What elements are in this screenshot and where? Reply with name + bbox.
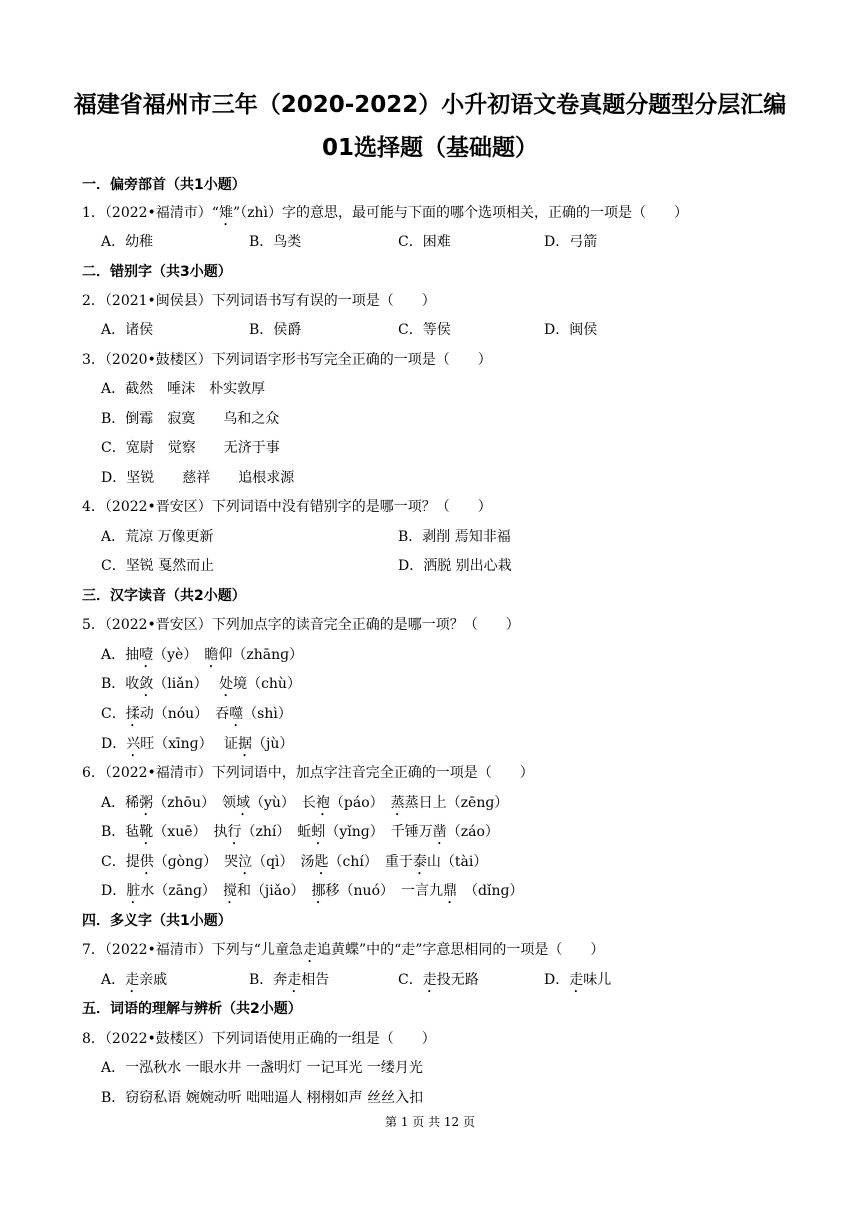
option-label: C． bbox=[101, 854, 126, 870]
option-label: D． bbox=[101, 883, 127, 899]
option-text: （páo） bbox=[329, 795, 391, 811]
option-b bbox=[101, 673, 301, 700]
section-heading: 一．偏旁部首（共1小题） bbox=[82, 177, 246, 193]
question-7-stem-post: 追黄蝶”中的“走”字意思相同的一项是（ ） bbox=[316, 942, 605, 958]
option-text: 重于 bbox=[384, 854, 413, 870]
option-label: D． bbox=[544, 972, 570, 988]
option-d: D．洒脱 别出心栽 bbox=[398, 558, 512, 574]
document-title: 福建省福州市三年（2020-2022）小升初语文卷真题分题型分层汇编 bbox=[73, 92, 787, 118]
question-1-key-char: 雉 bbox=[218, 205, 233, 221]
option-a bbox=[101, 969, 167, 996]
option-text: 投无路 bbox=[436, 972, 479, 988]
option-b: B．鸟类 bbox=[249, 234, 302, 250]
option-b: B．倒霉 寂寞 乌和之众 bbox=[101, 411, 280, 427]
option-text: 吞 bbox=[215, 706, 230, 722]
option-label: D． bbox=[101, 736, 127, 752]
option-text: 和（jiǎo） bbox=[236, 883, 312, 899]
option-text: 山（tài） bbox=[426, 854, 488, 870]
option-text: 证 bbox=[224, 736, 239, 752]
question-2-stem: 2．（2021•闽侯县）下列词语书写有误的一项是（ ） bbox=[82, 293, 436, 309]
option-text: 旺（xīnɡ） bbox=[140, 736, 225, 752]
emphasized-char: 粥 bbox=[139, 795, 154, 811]
emphasized-char: 匙 bbox=[314, 854, 329, 870]
option-text: 移（nuó） bbox=[325, 883, 401, 899]
question-7-options bbox=[0, 969, 860, 989]
option-text: （záo） bbox=[446, 824, 499, 840]
emphasized-char: 走 bbox=[422, 972, 437, 988]
option-text: （yù） bbox=[249, 795, 302, 811]
option-text: 奔 bbox=[273, 972, 288, 988]
option-text: （zhōu） bbox=[153, 795, 222, 811]
question-7-stem bbox=[82, 939, 604, 966]
option-text: （shì） bbox=[243, 706, 292, 722]
emphasized-char: 泰 bbox=[412, 854, 427, 870]
emphasized-char: 走 bbox=[125, 972, 140, 988]
option-a: A．幼稚 bbox=[101, 234, 154, 250]
question-3-stem: 3．（2020•鼓楼区）下列词语字形书写完全正确的一项是（ ） bbox=[82, 352, 492, 368]
emphasized-char: 凿 bbox=[432, 824, 447, 840]
question-7-stem-pre: 7．（2022•福清市）下列与“儿童急 bbox=[82, 942, 303, 958]
question-1-stem-pre: 1．（2022•福清市）“ bbox=[82, 205, 219, 221]
option-a bbox=[101, 644, 303, 671]
option-text: 汤 bbox=[300, 854, 315, 870]
option-text: 亲戚 bbox=[139, 972, 168, 988]
option-label: C． bbox=[398, 972, 423, 988]
question-1-options bbox=[0, 231, 860, 251]
option-c: C．坚锐 戛然而止 bbox=[101, 558, 215, 574]
option-text: 提 bbox=[125, 854, 140, 870]
option-text: 稀 bbox=[125, 795, 140, 811]
option-c bbox=[101, 703, 292, 730]
question-8-stem: 8．（2022•鼓楼区）下列词语使用正确的一组是（ ） bbox=[82, 1031, 436, 1047]
emphasized-char: 袍 bbox=[315, 795, 330, 811]
option-d: D．闽侯 bbox=[544, 322, 598, 338]
option-label: B． bbox=[249, 972, 274, 988]
question-1-stem bbox=[82, 202, 688, 229]
option-c bbox=[101, 851, 487, 878]
option-b bbox=[101, 821, 499, 848]
option-label: A． bbox=[101, 647, 126, 663]
option-d: D．坚锐 慈祥 追根求源 bbox=[101, 470, 295, 486]
option-a bbox=[101, 792, 508, 819]
option-label: B． bbox=[101, 824, 126, 840]
document-subtitle: 01选择题（基础题） bbox=[321, 135, 538, 161]
option-text: 相告 bbox=[301, 972, 330, 988]
option-c: C．等侯 bbox=[398, 322, 451, 338]
option-d bbox=[101, 733, 293, 760]
question-1-stem-post: ”（zhì）字的意思，最可能与下面的哪个选项相关，正确的一项是（ ） bbox=[232, 205, 688, 221]
emphasized-char: 蒸 bbox=[390, 795, 405, 811]
emphasized-char: 泣 bbox=[238, 854, 253, 870]
emphasized-char: 脏 bbox=[126, 883, 141, 899]
emphasized-char: 揉 bbox=[125, 706, 140, 722]
option-text: 仰（zhānɡ） bbox=[218, 647, 304, 663]
option-text: 味儿 bbox=[583, 972, 612, 988]
option-a: A．荒凉 万像更新 bbox=[101, 529, 214, 545]
option-c: C．困难 bbox=[398, 234, 451, 250]
question-5-stem: 5．（2022•晋安区）下列加点字的读音完全正确的是哪一项？（ ） bbox=[82, 617, 520, 633]
option-text: 收 bbox=[125, 676, 140, 692]
option-label: A． bbox=[101, 795, 126, 811]
option-c: C．宽尉 觉察 无济于事 bbox=[101, 440, 280, 456]
option-text: 水（zānɡ） bbox=[140, 883, 223, 899]
option-text: （dǐnɡ） bbox=[457, 883, 524, 899]
section-heading: 四．多义字（共1小题） bbox=[82, 913, 232, 929]
emphasized-char: 兴 bbox=[126, 736, 141, 752]
option-c bbox=[398, 969, 479, 996]
option-text: 抽 bbox=[125, 647, 140, 663]
question-2-options bbox=[0, 319, 860, 339]
emphasized-char: 行 bbox=[227, 824, 242, 840]
option-b: B．窃窃私语 婉婉动听 咄咄逼人 栩栩如声 丝丝入扣 bbox=[101, 1090, 424, 1106]
option-text: （xuē） bbox=[153, 824, 214, 840]
option-d: D．弓箭 bbox=[544, 234, 598, 250]
option-b: B．侯爵 bbox=[249, 322, 302, 338]
option-d bbox=[101, 880, 523, 907]
emphasized-char: 搅 bbox=[222, 883, 237, 899]
option-text: 领 bbox=[221, 795, 236, 811]
emphasized-char: 走 bbox=[287, 972, 302, 988]
option-b: B．剥削 焉知非福 bbox=[398, 529, 511, 545]
option-text: 哭 bbox=[224, 854, 239, 870]
option-text: 一言九 bbox=[401, 883, 443, 899]
option-text: 毡 bbox=[125, 824, 140, 840]
option-label: B． bbox=[101, 676, 126, 692]
option-text: （chí） bbox=[328, 854, 385, 870]
emphasized-char: 处 bbox=[219, 676, 234, 692]
emphasized-char: 蚓 bbox=[311, 824, 326, 840]
emphasized-char: 域 bbox=[235, 795, 250, 811]
option-label: C． bbox=[101, 706, 126, 722]
emphasized-char: 瞻 bbox=[204, 647, 219, 663]
option-a: A．诸侯 bbox=[101, 322, 154, 338]
section-heading: 三．汉字读音（共2小题） bbox=[82, 588, 246, 604]
emphasized-char: 挪 bbox=[311, 883, 326, 899]
emphasized-char: 鼎 bbox=[443, 883, 457, 899]
option-text: （ɡònɡ） bbox=[153, 854, 225, 870]
option-text: （yè） bbox=[153, 647, 205, 663]
section-heading: 二．错别字（共3小题） bbox=[82, 264, 232, 280]
option-a: A．截然 唾沫 朴实敦厚 bbox=[101, 381, 266, 397]
option-text: （zhí） bbox=[241, 824, 298, 840]
option-text: 千锤万 bbox=[390, 824, 433, 840]
option-text: （liǎn） bbox=[153, 676, 220, 692]
section-heading: 五．词语的理解与辨析（共2小题） bbox=[82, 1001, 302, 1017]
option-b bbox=[249, 969, 329, 996]
option-text: 动（nóu） bbox=[139, 706, 216, 722]
question-7-key-char: 走 bbox=[302, 942, 317, 958]
option-text: 蚯 bbox=[297, 824, 312, 840]
emphasized-char: 噎 bbox=[139, 647, 154, 663]
option-text: 执 bbox=[213, 824, 228, 840]
option-label: A． bbox=[101, 972, 126, 988]
page-footer: 第 1 页 共 12 页 bbox=[385, 1115, 475, 1129]
emphasized-char: 走 bbox=[569, 972, 584, 988]
emphasized-char: 噬 bbox=[229, 706, 244, 722]
option-text: （yǐnɡ） bbox=[325, 824, 391, 840]
option-d bbox=[544, 969, 611, 996]
emphasized-char: 据 bbox=[238, 736, 253, 752]
question-6-stem: 6．（2022•福清市）下列词语中，加点字注音完全正确的一项是（ ） bbox=[82, 765, 534, 781]
emphasized-char: 靴 bbox=[139, 824, 154, 840]
emphasized-char: 敛 bbox=[139, 676, 154, 692]
option-text: 长 bbox=[301, 795, 316, 811]
option-text: （jù） bbox=[252, 736, 294, 752]
question-4-stem: 4．（2022•晋安区）下列词语中没有错别字的是哪一项？（ ） bbox=[82, 499, 492, 515]
option-text: 蒸日上（zēnɡ） bbox=[404, 795, 509, 811]
option-text: （qì） bbox=[252, 854, 301, 870]
option-text: 境（chù） bbox=[233, 676, 301, 692]
option-a: A．一泓秋水 一眼水井 一盏明灯 一记耳光 一缕月光 bbox=[101, 1060, 423, 1076]
emphasized-char: 供 bbox=[139, 854, 154, 870]
